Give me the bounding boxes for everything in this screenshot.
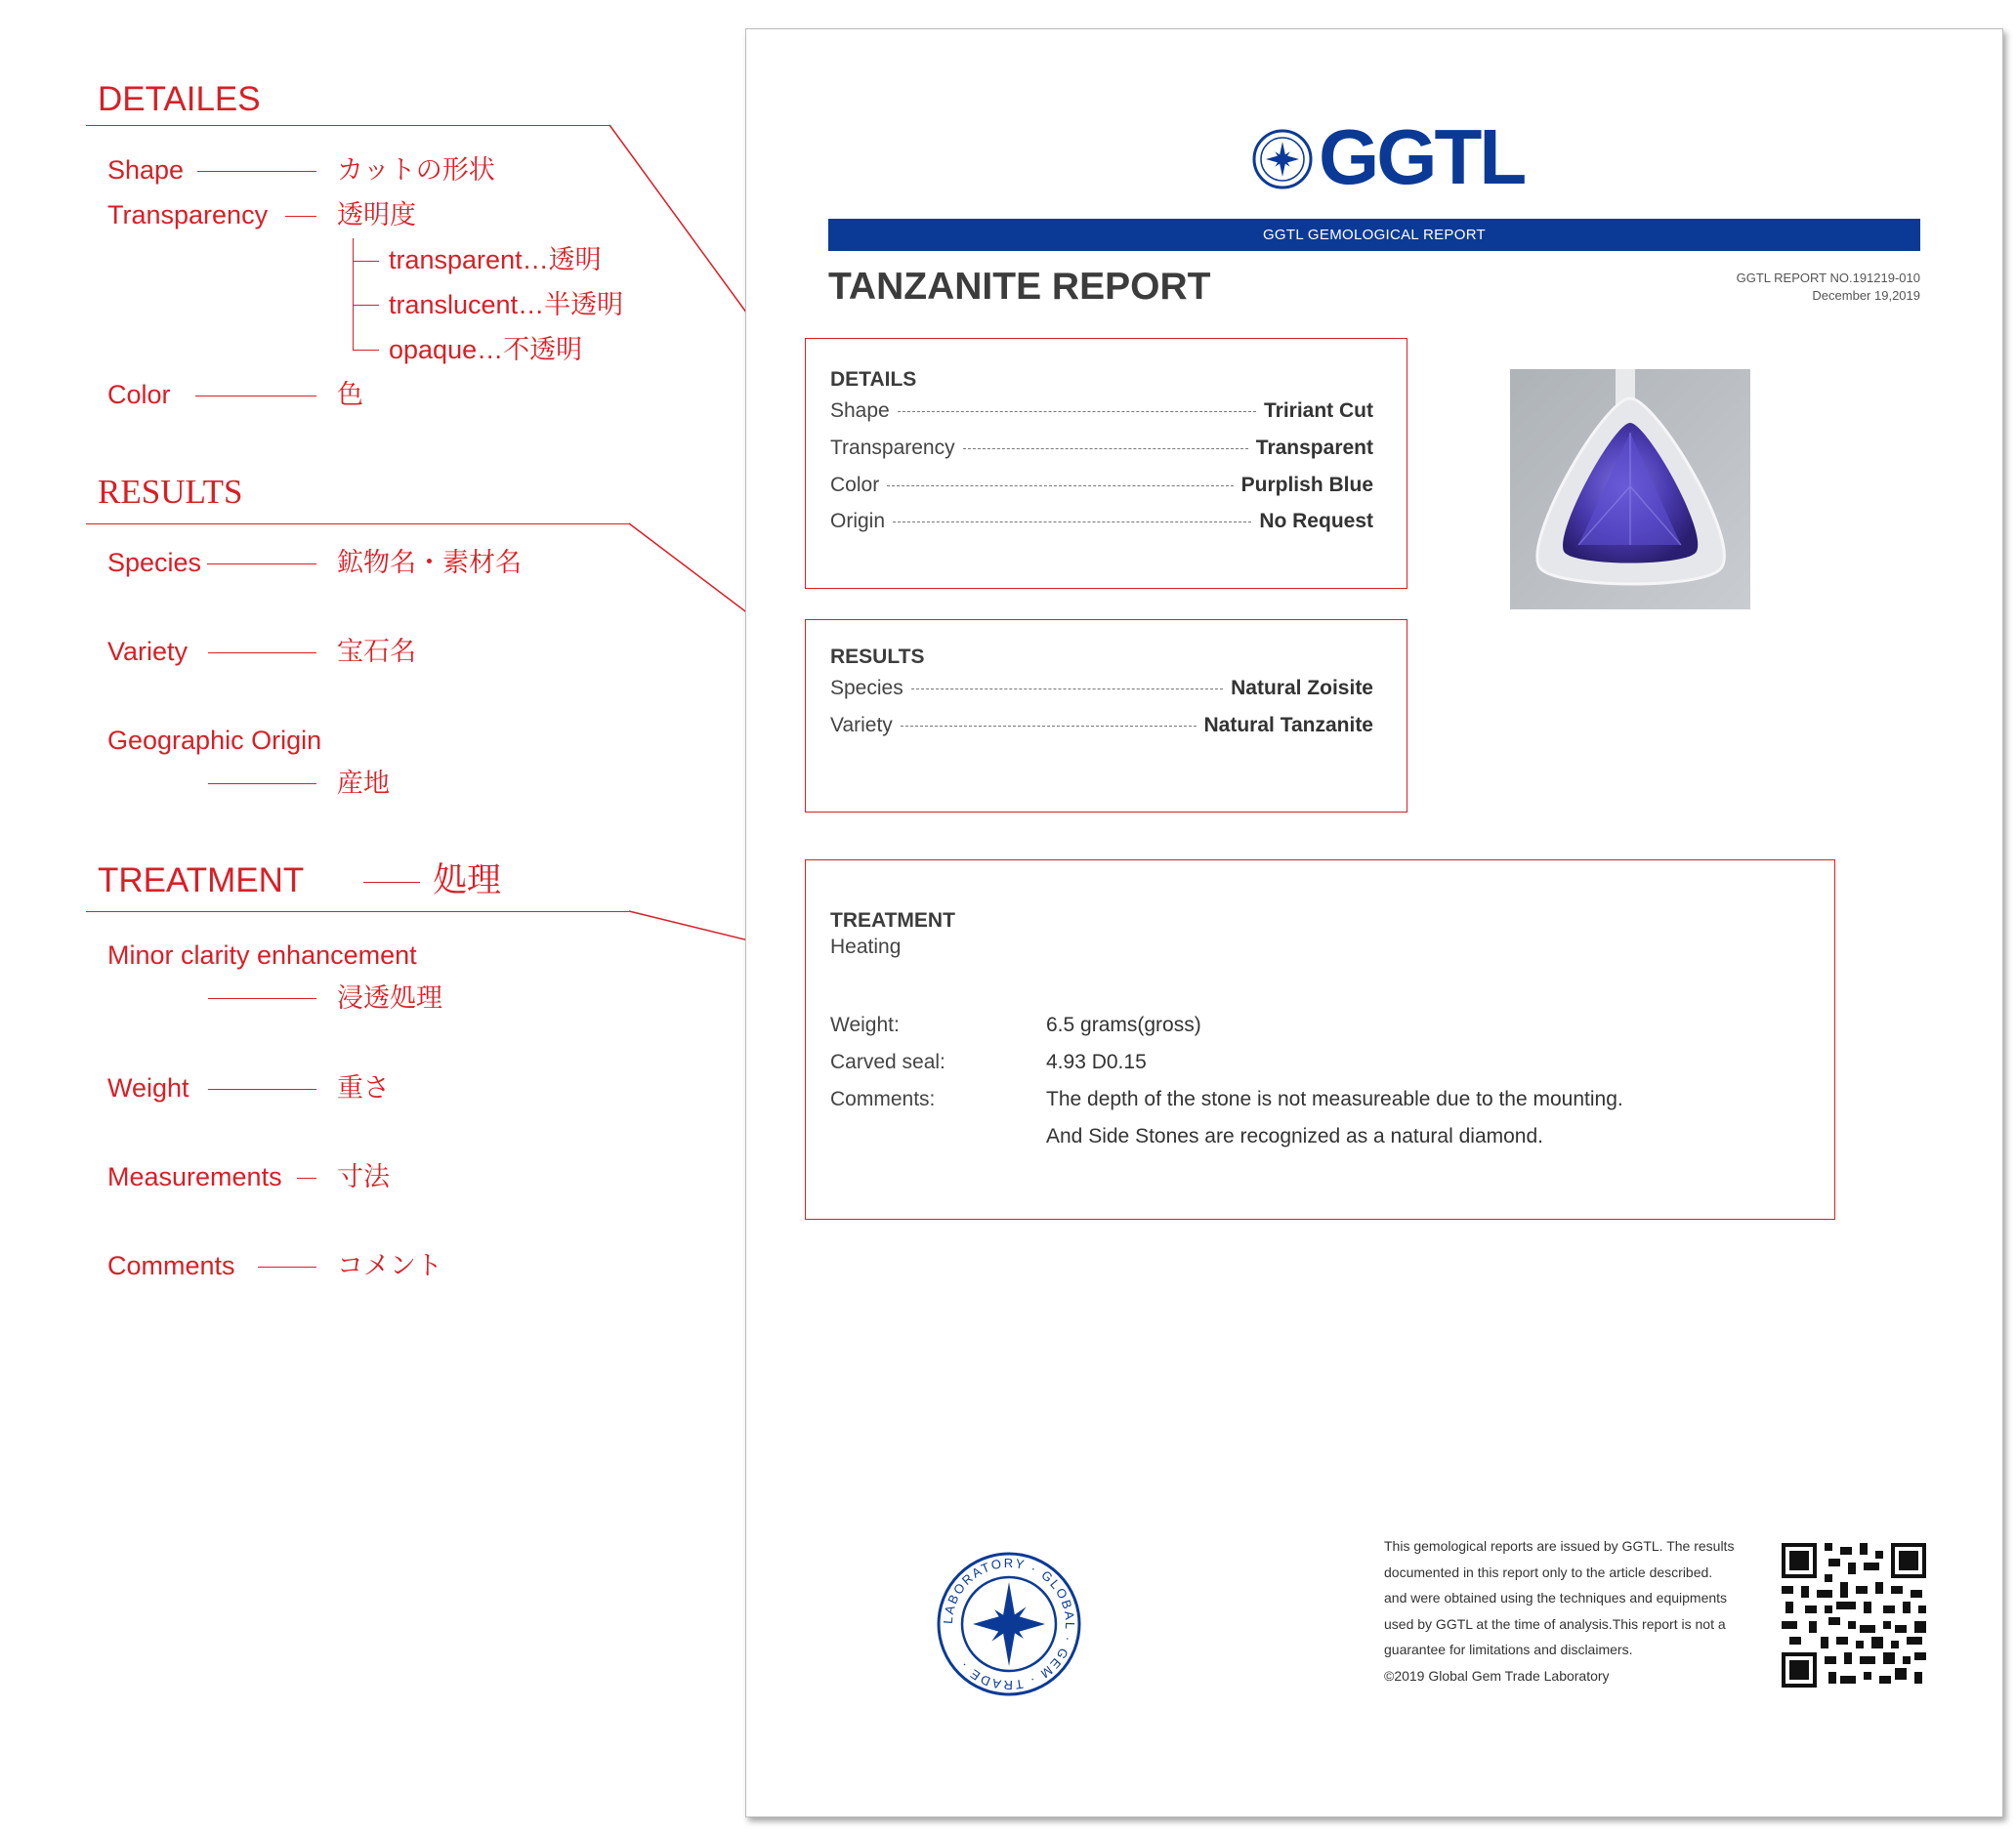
results-heading: RESULTS	[830, 646, 925, 668]
legend-transparency-en: Transparency	[107, 200, 269, 229]
legend-weight-ja: 重さ	[337, 1073, 390, 1103]
dash-leader	[887, 485, 1233, 486]
results-value: Natural Zoisite	[1231, 677, 1373, 699]
legend-minor-ja: 浸透処理	[337, 983, 442, 1013]
details-key: Shape	[830, 399, 890, 422]
dash-leader	[901, 726, 1197, 727]
weight-value: 6.5 grams(gross)	[1046, 1014, 1201, 1036]
report-title: TANZANITE REPORT	[828, 266, 1211, 308]
details-row-shape	[830, 397, 1373, 425]
legend-transparent: transparent…透明	[389, 245, 602, 274]
weight-label: Weight:	[830, 1014, 900, 1036]
logo-emblem-icon	[1252, 129, 1313, 189]
legend-results-heading: RESULTS	[98, 473, 243, 511]
legend-species-ja: 鉱物名・素材名	[337, 548, 522, 577]
disclaimer-line: documented in this report only to the article described.	[1384, 1564, 1713, 1580]
comments-line-2: And Side Stones are recognized as a natural diamond.	[1046, 1125, 1543, 1147]
gem-photo	[1510, 369, 1750, 609]
legend-color-en: Color	[107, 380, 171, 409]
legend-transparency-ja: 透明度	[337, 200, 416, 229]
legend-shape-ja: カットの形状	[337, 155, 495, 185]
report-number-block	[1737, 270, 1920, 305]
details-heading: DETAILS	[830, 368, 917, 391]
carved-seal-value: 4.93 D0.15	[1046, 1051, 1147, 1073]
legend-measurements-ja: 寸法	[337, 1162, 390, 1191]
details-row-origin	[830, 508, 1373, 535]
comments-line-1: The depth of the stone is not measureable due to the mounting.	[1046, 1088, 1623, 1110]
disclaimer-line: guarantee for limitations and disclaimers.	[1384, 1642, 1633, 1657]
report-number: GGTL REPORT NO.191219-010	[1736, 271, 1920, 285]
legend-measurements-en: Measurements	[107, 1162, 282, 1191]
disclaimer-line: This gemological reports are issued by GGTL. The results	[1384, 1538, 1735, 1554]
legend-color-ja: 色	[337, 380, 363, 409]
disclaimer-line: and were obtained using the techniques and equipments	[1384, 1590, 1728, 1606]
results-box	[805, 619, 1407, 813]
legend-origin-ja: 産地	[337, 769, 390, 798]
legend-treatment-heading: TREATMENT	[98, 861, 305, 899]
report-sheet	[745, 28, 2003, 1817]
report-band: GGTL GEMOLOGICAL REPORT	[828, 219, 1920, 251]
results-row-variety	[830, 712, 1373, 739]
treatment-heading: TREATMENT	[830, 909, 955, 932]
details-value: Transparent	[1255, 437, 1373, 459]
legend-variety-en: Variety	[107, 637, 189, 666]
details-value: Purplish Blue	[1240, 474, 1373, 496]
details-key: Transparency	[830, 437, 955, 459]
carved-seal-label: Carved seal:	[830, 1051, 945, 1073]
legend-treatment-heading-ja: 処理	[433, 861, 502, 899]
results-value: Natural Tanzanite	[1203, 714, 1373, 736]
details-value: Tririant Cut	[1263, 399, 1373, 422]
disclaimer	[1384, 1533, 1773, 1689]
comments-label: Comments:	[830, 1088, 936, 1110]
details-key: Color	[830, 474, 880, 496]
details-row-color	[830, 472, 1373, 499]
tanzanite-pendant-image	[1510, 369, 1750, 609]
treatment-value: Heating	[830, 936, 902, 958]
details-row-transparency	[830, 435, 1373, 462]
qr-code[interactable]	[1782, 1543, 1926, 1688]
report-date: December 19,2019	[1812, 288, 1920, 303]
legend-shape-en: Shape	[107, 155, 185, 185]
logo-text: GGTL	[1319, 113, 1525, 200]
results-row-species	[830, 675, 1373, 702]
legend-minor-en: Minor clarity enhancement	[107, 940, 417, 970]
dash-leader	[911, 688, 1223, 689]
details-box	[805, 338, 1407, 589]
legend-details-heading: DETAILES	[98, 80, 261, 118]
disclaimer-line: used by GGTL at the time of analysis.This report is not a	[1384, 1615, 1726, 1632]
legend-species-en: Species	[107, 548, 202, 577]
dash-leader	[898, 411, 1256, 412]
results-key: Species	[830, 677, 903, 699]
details-value: No Request	[1259, 510, 1373, 532]
seal-text: LABORATORY · GLOBAL · GEM · TRADE ·	[940, 1555, 1078, 1693]
legend-comments-ja: コメント	[337, 1251, 442, 1280]
results-key: Variety	[830, 714, 893, 736]
legend-comments-en: Comments	[107, 1251, 235, 1280]
treatment-box	[805, 859, 1835, 1220]
dash-leader	[893, 521, 1251, 522]
ggtl-logo	[1252, 113, 1525, 200]
details-key: Origin	[830, 510, 886, 532]
laboratory-seal-icon	[936, 1551, 1082, 1697]
copyright: ©2019 Global Gem Trade Laboratory	[1384, 1667, 1610, 1684]
legend-variety-ja: 宝石名	[337, 637, 416, 666]
legend-opaque: opaque…不透明	[389, 335, 583, 364]
legend-translucent: translucent…半透明	[389, 290, 624, 319]
legend-origin-en: Geographic Origin	[107, 726, 322, 755]
dash-leader	[963, 448, 1248, 449]
legend-weight-en: Weight	[107, 1073, 189, 1103]
